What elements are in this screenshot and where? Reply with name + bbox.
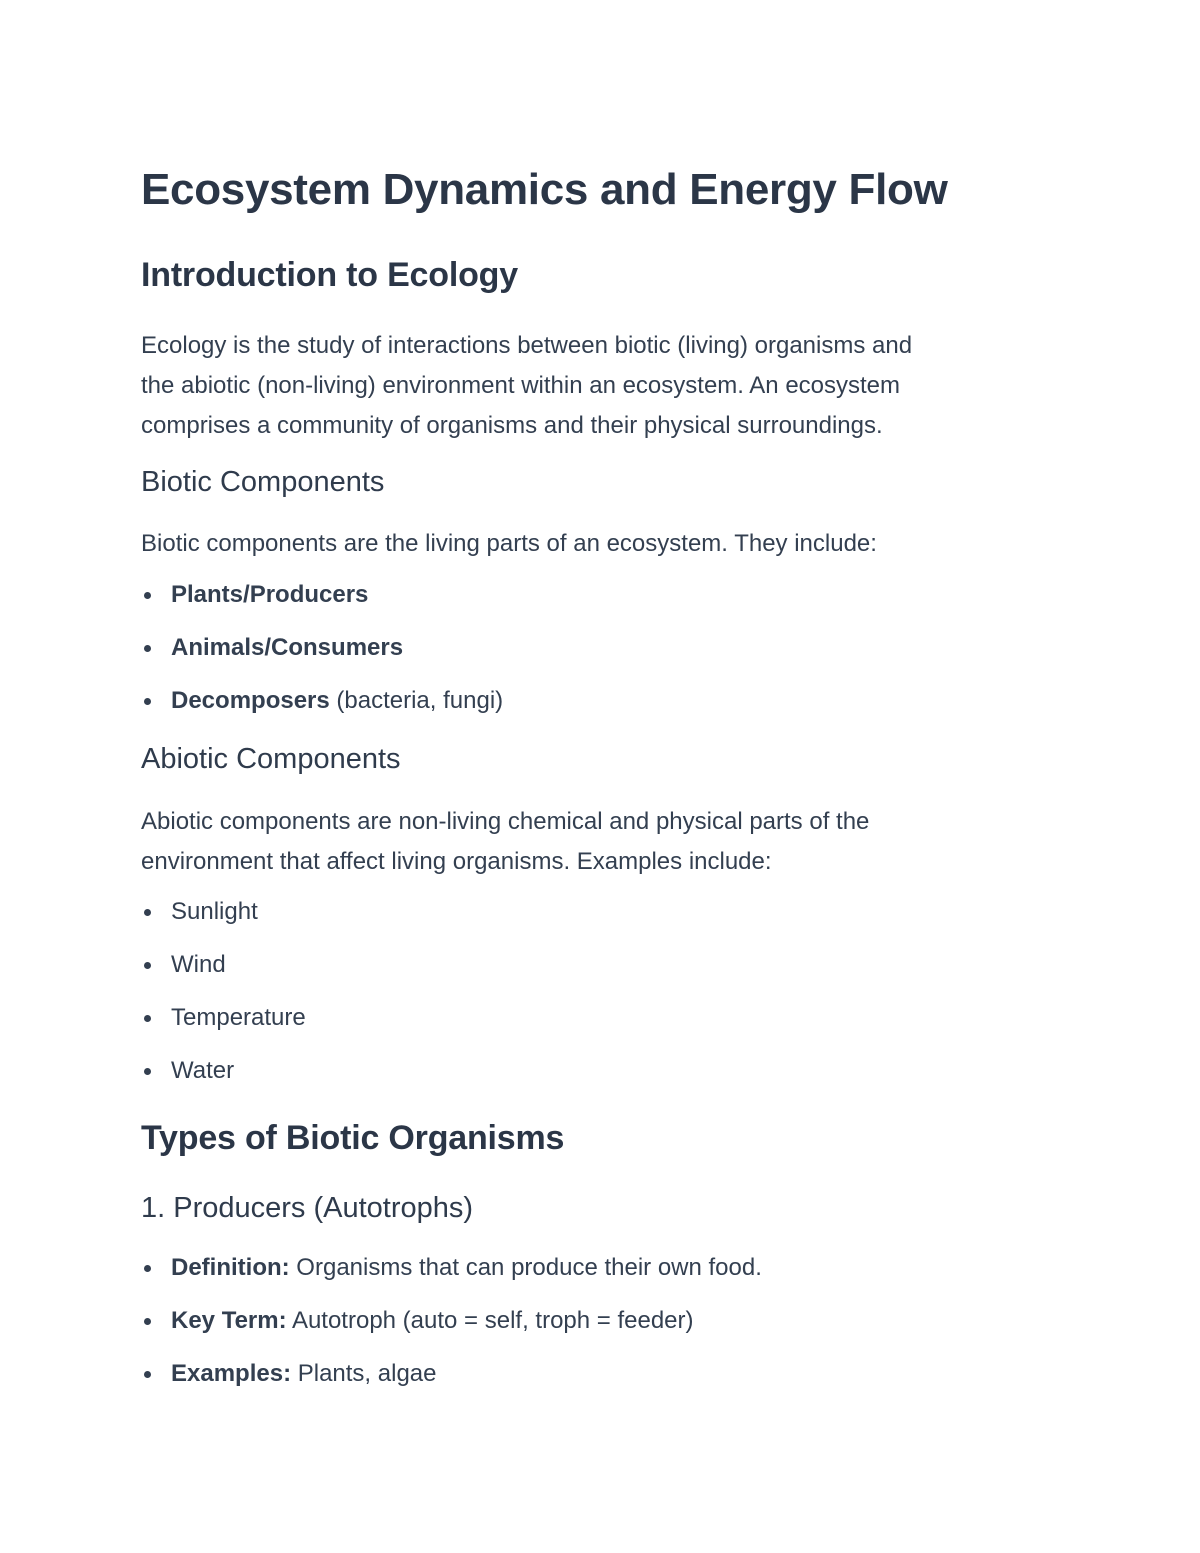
list-item-text: Water (171, 1057, 235, 1084)
heading-types-of-biotic-organisms: Types of Biotic Organisms (141, 1119, 565, 1157)
abiotic-paragraph (141, 802, 1061, 882)
list-item-term: Plants/Producers (171, 581, 369, 608)
list-item-text: Autotroph (auto = self, troph = feeder) (286, 1307, 694, 1334)
abiotic-paragraph-line: Abiotic components are non-living chemical and physical parts of the (141, 808, 870, 835)
bullet-icon (144, 1371, 151, 1378)
bullet-icon (144, 1015, 151, 1022)
list-item-term: Animals/Consumers (171, 634, 404, 661)
bullet-icon (144, 698, 151, 705)
bullet-icon (144, 1318, 151, 1325)
bullet-icon (144, 1265, 151, 1272)
bullet-icon (144, 962, 151, 969)
document-title: Ecosystem Dynamics and Energy Flow (141, 165, 948, 214)
intro-paragraph-line: comprises a community of organisms and their physical surroundings. (141, 412, 883, 439)
list-item-text: Temperature (171, 1004, 306, 1031)
heading-producers: 1. Producers (Autotrophs) (141, 1192, 474, 1224)
heading-abiotic-components: Abiotic Components (141, 743, 401, 775)
bullet-icon (144, 1068, 151, 1075)
intro-paragraph-line: Ecology is the study of interactions between biotic (living) organisms and (141, 332, 913, 359)
heading-biotic-components: Biotic Components (141, 466, 385, 498)
list-item-text: (bacteria, fungi) (329, 687, 504, 714)
list-item-term: Key Term: (171, 1307, 287, 1334)
intro-paragraph-line: the abiotic (non-living) environment within an ecosystem. An ecosystem (141, 372, 901, 399)
list-item-term: Definition: (171, 1254, 290, 1281)
heading-introduction: Introduction to Ecology (141, 256, 518, 294)
list-item-text: Plants, algae (291, 1360, 437, 1387)
abiotic-paragraph-line: environment that affect living organisms. Examples include: (141, 848, 772, 875)
list-item-text: Wind (171, 951, 226, 978)
list-item-term: Decomposers (171, 687, 330, 714)
intro-paragraph (141, 326, 1061, 446)
list-item-text: Sunlight (171, 898, 258, 925)
bullet-icon (144, 645, 151, 652)
bullet-icon (144, 592, 151, 599)
biotic-paragraph: Biotic components are the living parts of an ecosystem. They include: (141, 530, 877, 557)
bullet-icon (144, 909, 151, 916)
list-item-text: Organisms that can produce their own food. (289, 1254, 762, 1281)
list-item-term: Examples: (171, 1360, 292, 1387)
